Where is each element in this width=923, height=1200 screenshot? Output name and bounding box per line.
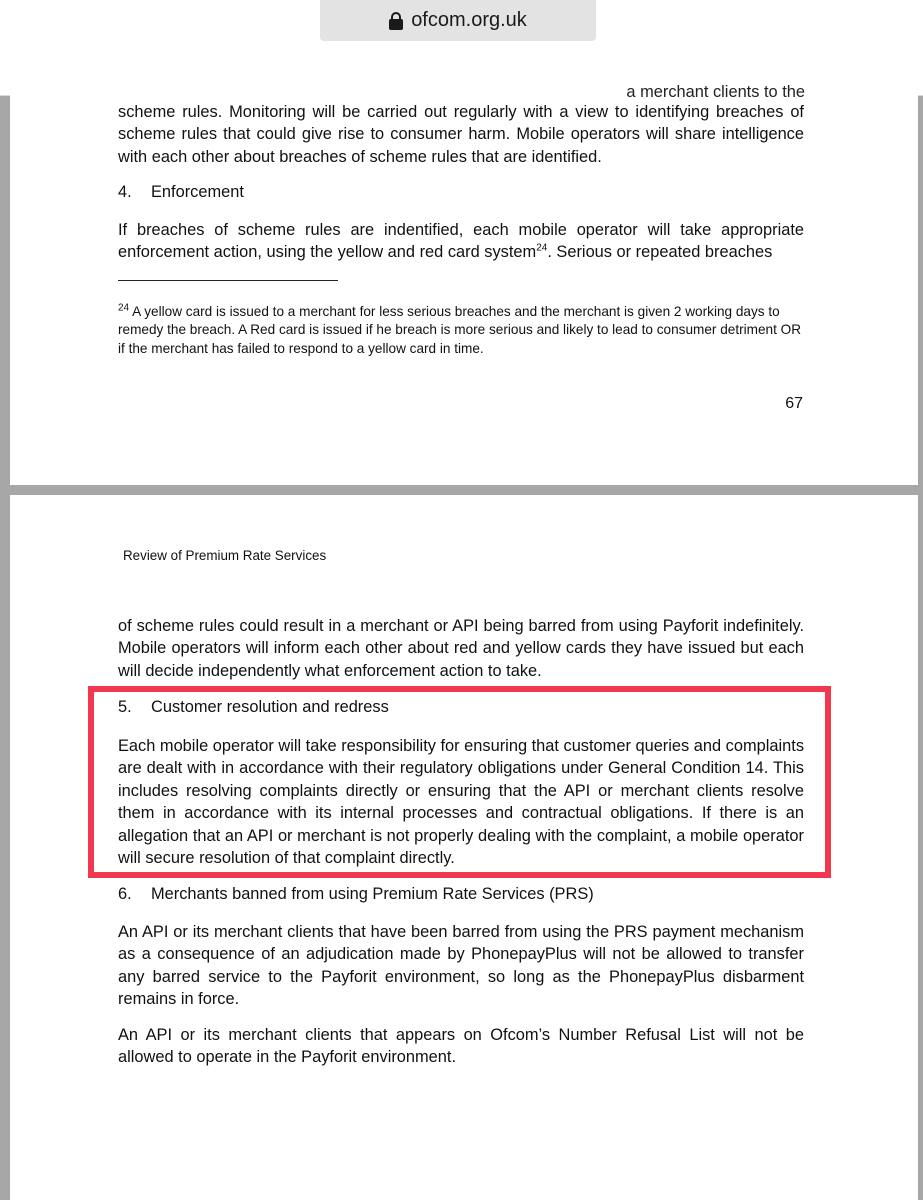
highlight-annotation-box [88,686,831,878]
lock-icon [389,12,403,30]
section-6-heading [118,883,594,905]
paragraph-section-5: Each mobile operator will take responsibility for ensuring that customer queries and complaints are dealt with in accordance with their regulatory obligations under General Condition 14. This includes resolving complaints directly or ensuring that the API or merchant clients resolve them in accordance with its internal processes and contractual obligations. If there is an allegation that an API or merchant is not properly dealing with the complaint, a mobile operator will secure resolution of that complaint directly. [118,737,805,868]
paragraph-section-6-a: An API or its merchant clients that have been barred from using the PRS payment mechanism as a consequence of an adjudication made by PhonepayPlus will not be allowed to transfer any barred service to the Payforit environment, so long as the PhonepayPlus disbarment remains in force. [118,923,804,1009]
enforcement-text-end: . Serious or repeated breaches [547,243,773,262]
paragraph-monitoring: scheme rules. Monitoring will be carried out regularly with a view to identifying breaches of scheme rules that could give rise to consumer harm. Mobile operators will share intelligence with each other about breaches of scheme rules that are identified. [118,103,804,166]
section-4-heading [118,181,244,203]
footnote-number: 24 [118,302,130,314]
section-5-title: Customer resolution and redress [151,698,389,716]
url-text: ofcom.org.uk [411,9,527,31]
footnote-reference[interactable]: 24 [536,242,548,254]
running-header: Review of Premium Rate Services [123,548,327,563]
section-5-number: 5. [118,698,132,716]
footnote-text: A yellow card is issued to a merchant for less serious breaches and the merchant is given 2 working days to remedy the breach. A Red card is issued if he breach is more serious and likely to lead to consumer detriment OR if the merchant has failed to respond to a yellow card in time. [118,304,802,356]
section-4-title: Enforcement [151,183,244,201]
address-bar[interactable] [320,0,596,41]
paragraph-section-6-b: An API or its merchant clients that appears on Ofcom’s Number Refusal List will not be allowed to operate in the Payforit environment. [118,1026,804,1067]
section-6-title: Merchants banned from using Premium Rate Services (PRS) [151,885,594,903]
page-number: 67 [785,395,803,412]
browser-top-bar [0,0,923,96]
section-4-number: 4. [118,183,132,201]
paragraph-continued: of scheme rules could result in a merchant or API being barred from using Payforit indefinitely. Mobile operators will inform each other about red and yellow cards they have issued but each will decide independently what enforcement action to take. [118,617,804,680]
document-page-67 [10,83,918,485]
paragraph-enforcement [118,219,804,264]
footnote-divider [118,280,338,281]
enforcement-text-start: If breaches of scheme rules are indentified, each mobile operator will take appropriate enforcement action, using the yellow and red card system [118,221,804,262]
cut-off-line: a merchant clients to the [626,83,805,97]
section-6-number: 6. [118,885,132,903]
footnote-24 [118,303,808,358]
